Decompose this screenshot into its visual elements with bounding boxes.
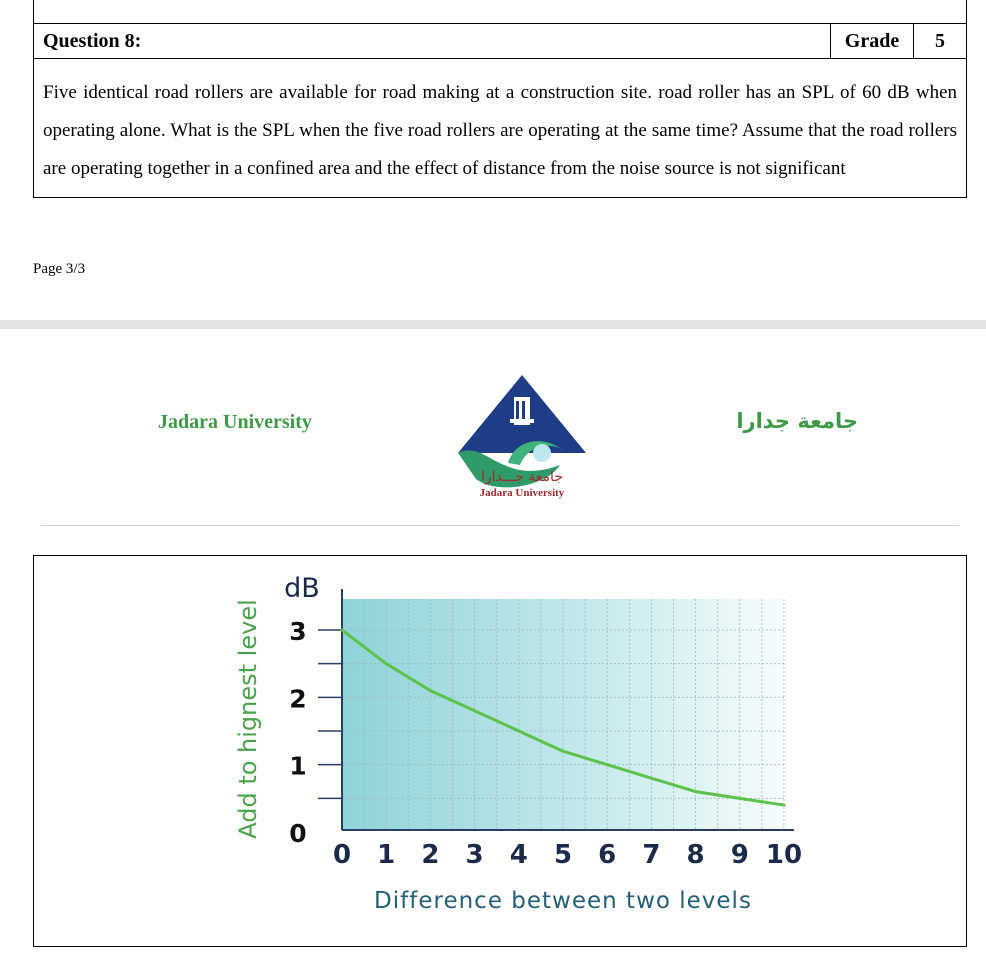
y-tick-label: 2 bbox=[289, 684, 307, 714]
logo-text-en: Jadara University bbox=[479, 487, 565, 499]
table-top-row bbox=[34, 0, 966, 24]
y-axis-label: Add to hignest level bbox=[234, 599, 262, 839]
chart-frame bbox=[33, 555, 967, 947]
x-tick-label: 4 bbox=[509, 840, 528, 870]
x-tick-label: 1 bbox=[377, 840, 396, 870]
page-3 bbox=[0, 0, 986, 320]
y-unit-label: dB bbox=[284, 573, 320, 604]
grade-label: Grade bbox=[830, 24, 913, 58]
y-tick-label: 1 bbox=[289, 751, 307, 781]
x-tick-label: 8 bbox=[686, 840, 705, 870]
page-separator bbox=[0, 320, 986, 329]
x-axis-label: Difference between two levels bbox=[374, 888, 752, 914]
x-tick-label: 6 bbox=[598, 840, 617, 870]
x-tick-label: 9 bbox=[730, 840, 749, 870]
page-4 bbox=[0, 329, 986, 971]
db-addition-chart bbox=[34, 556, 966, 946]
x-tick-label: 3 bbox=[465, 840, 484, 870]
header-divider bbox=[42, 525, 958, 526]
logo-text-ar: جامعة جـــدارا bbox=[481, 469, 563, 485]
university-logo bbox=[456, 369, 588, 503]
grade-value: 5 bbox=[913, 24, 966, 58]
question-title: Question 8: bbox=[43, 30, 142, 52]
question-text: Five identical road rollers are available for road making at a construction site. road roller has an SPL of 60 dB when operating alone. What is the SPL when the five road rollers are operating at the same time? Assume that the road rollers are operating together in a confined area and the effect of distance from the noise source is not significant bbox=[43, 82, 957, 179]
x-tick-label: 0 bbox=[332, 840, 352, 870]
university-name-ar: جامعة جدارا bbox=[736, 409, 858, 433]
x-tick-label: 5 bbox=[553, 840, 573, 870]
page-number: Page 3/3 bbox=[33, 261, 86, 277]
question-table bbox=[33, 0, 967, 198]
x-tick-label: 10 bbox=[765, 840, 803, 870]
university-name-en: Jadara University bbox=[158, 411, 312, 433]
x-tick-label: 7 bbox=[642, 840, 661, 870]
question-header-row bbox=[34, 24, 966, 59]
y-tick-label: 0 bbox=[289, 819, 307, 848]
x-tick-label: 2 bbox=[421, 840, 440, 870]
y-tick-label: 3 bbox=[289, 617, 307, 646]
